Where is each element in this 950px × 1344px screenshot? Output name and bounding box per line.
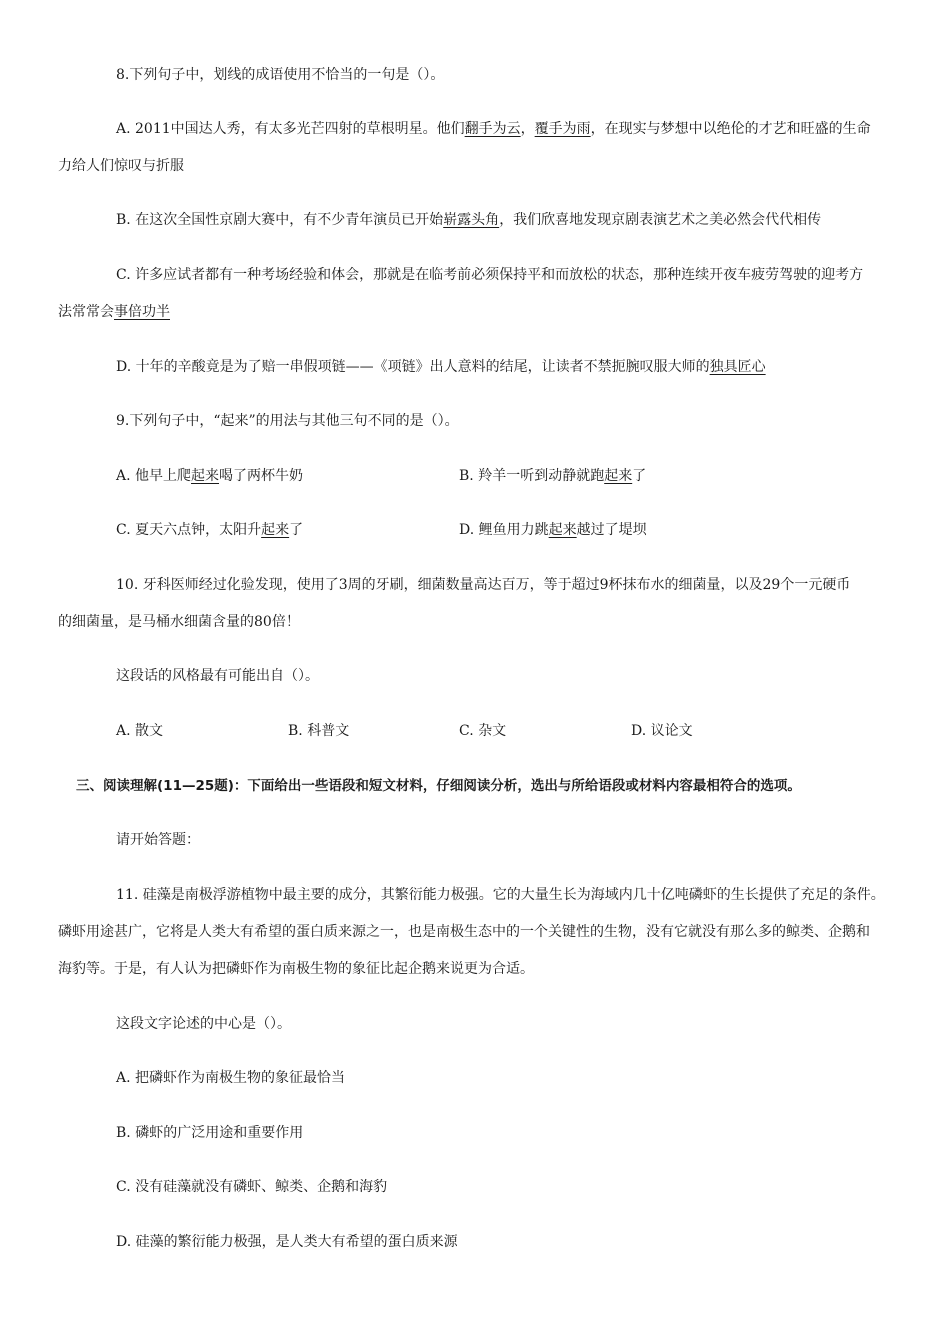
q8-option-a-idiom2: 覆手为雨 xyxy=(534,121,591,137)
q10-option-c: C. 杂文 xyxy=(459,723,507,739)
section-heading: 三、阅读理解(11—25题)：下面给出一些语段和短文材料，仔细阅读分析，选出与所给语段或材料内容最相符合的选项。 xyxy=(76,778,801,794)
q9-option-b-underlined: 起来 xyxy=(604,468,633,484)
q8-option-a-pre: A. 2011中国达人秀，有太多光芒四射的草根明星。他们 xyxy=(116,121,465,137)
q11-option-c: C. 没有硅藻就没有磷虾、鲸类、企鹅和海豹 xyxy=(116,1179,388,1195)
q10-option-b: B. 科普文 xyxy=(288,723,350,739)
q9-option-c xyxy=(116,520,303,540)
q9-option-c-pre: C. 夏天六点钟，太阳升 xyxy=(116,522,262,538)
q9-option-a xyxy=(116,466,303,486)
q8-option-c-idiom: 事倍功半 xyxy=(114,304,170,320)
q8-option-a-line2: 力给人们惊叹与折服 xyxy=(58,158,184,174)
q11-option-b: B. 磷虾的广泛用途和重要作用 xyxy=(116,1125,304,1141)
q10-prompt: 这段话的风格最有可能出自（）。 xyxy=(116,668,319,684)
q8-stem: 8.下列句子中，划线的成语使用不恰当的一句是（）。 xyxy=(116,67,445,83)
q10-option-d: D. 议论文 xyxy=(631,723,693,739)
q9-option-b xyxy=(459,466,646,486)
q10-passage-line1: 10. 牙科医师经过化验发现，使用了3周的牙刷，细菌数量高达百万，等于超过9杯抹布水的细菌量，以及29个一元硬币 xyxy=(116,577,851,593)
q8-option-d-idiom: 独具匠心 xyxy=(709,359,766,375)
start-instruction: 请开始答题： xyxy=(116,832,200,848)
q8-option-b-idiom: 崭露头角 xyxy=(443,212,500,228)
q8-option-a-comma: ， xyxy=(520,121,535,137)
q8-option-c-line2 xyxy=(58,302,170,322)
q9-option-a-pre: A. 他早上爬 xyxy=(116,468,192,484)
q10-passage-line2: 的细菌量，是马桶水细菌含量的80倍！ xyxy=(58,614,300,630)
q8-option-a-line1 xyxy=(116,119,871,139)
q9-option-d-pre: D. 鲤鱼用力跳 xyxy=(459,522,549,538)
q9-option-a-underlined: 起来 xyxy=(191,468,220,484)
q9-option-c-post: 了 xyxy=(289,522,304,538)
q9-option-d-underlined: 起来 xyxy=(548,522,577,538)
q8-option-d xyxy=(116,357,766,377)
q9-option-a-post: 喝了两杯牛奶 xyxy=(219,468,304,484)
q10-option-a: A. 散文 xyxy=(116,723,164,739)
q8-option-c-line1: C. 许多应试者都有一种考场经验和体会，那就是在临考前必须保持平和而放松的状态，那种连续开夜车疲劳驾驶的迎考方 xyxy=(116,267,864,283)
q9-option-d-post: 越过了堤坝 xyxy=(576,522,647,538)
q8-option-b-pre: B. 在这次全国性京剧大赛中，有不少青年演员已开始 xyxy=(116,212,444,228)
q11-prompt: 这段文字论述的中心是（）。 xyxy=(116,1016,291,1032)
q11-passage-line2: 磷虾用途甚广，它将是人类大有希望的蛋白质来源之一，也是南极生态中的一个关键性的生物，没有它就没有那么多的鲸类、企鹅和 xyxy=(58,924,870,940)
q8-option-d-pre: D. 十年的辛酸竟是为了赔一串假项链——《项链》出人意料的结尾，让读者不禁扼腕叹服大师的 xyxy=(116,359,710,375)
q9-stem: 9.下列句子中，“起来”的用法与其他三句不同的是（）。 xyxy=(116,413,459,429)
q8-option-a-idiom1: 翻手为云 xyxy=(464,121,521,137)
q11-passage-line3: 海豹等。于是，有人认为把磷虾作为南极生物的象征比起企鹅来说更为合适。 xyxy=(58,961,534,977)
q9-option-d xyxy=(459,520,647,540)
q9-option-c-underlined: 起来 xyxy=(261,522,290,538)
q8-option-b-post: ，我们欣喜地发现京剧表演艺术之美必然会代代相传 xyxy=(499,212,822,228)
q11-option-d: D. 硅藻的繁衍能力极强，是人类大有希望的蛋白质来源 xyxy=(116,1234,458,1250)
q11-option-a: A. 把磷虾作为南极生物的象征最恰当 xyxy=(116,1070,346,1086)
q9-option-b-pre: B. 羚羊一听到动静就跑 xyxy=(459,468,605,484)
q9-option-b-post: 了 xyxy=(632,468,647,484)
q8-option-a-post: ，在现实与梦想中以绝伦的才艺和旺盛的生命 xyxy=(590,121,871,137)
q8-option-c-pre: 法常常会 xyxy=(58,304,114,320)
q11-passage-line1: 11. 硅藻是南极浮游植物中最主要的成分，其繁衍能力极强。它的大量生长为海域内几十亿吨磷虾的生长提供了充足的条件。 xyxy=(116,887,885,903)
q8-option-b xyxy=(116,210,821,230)
